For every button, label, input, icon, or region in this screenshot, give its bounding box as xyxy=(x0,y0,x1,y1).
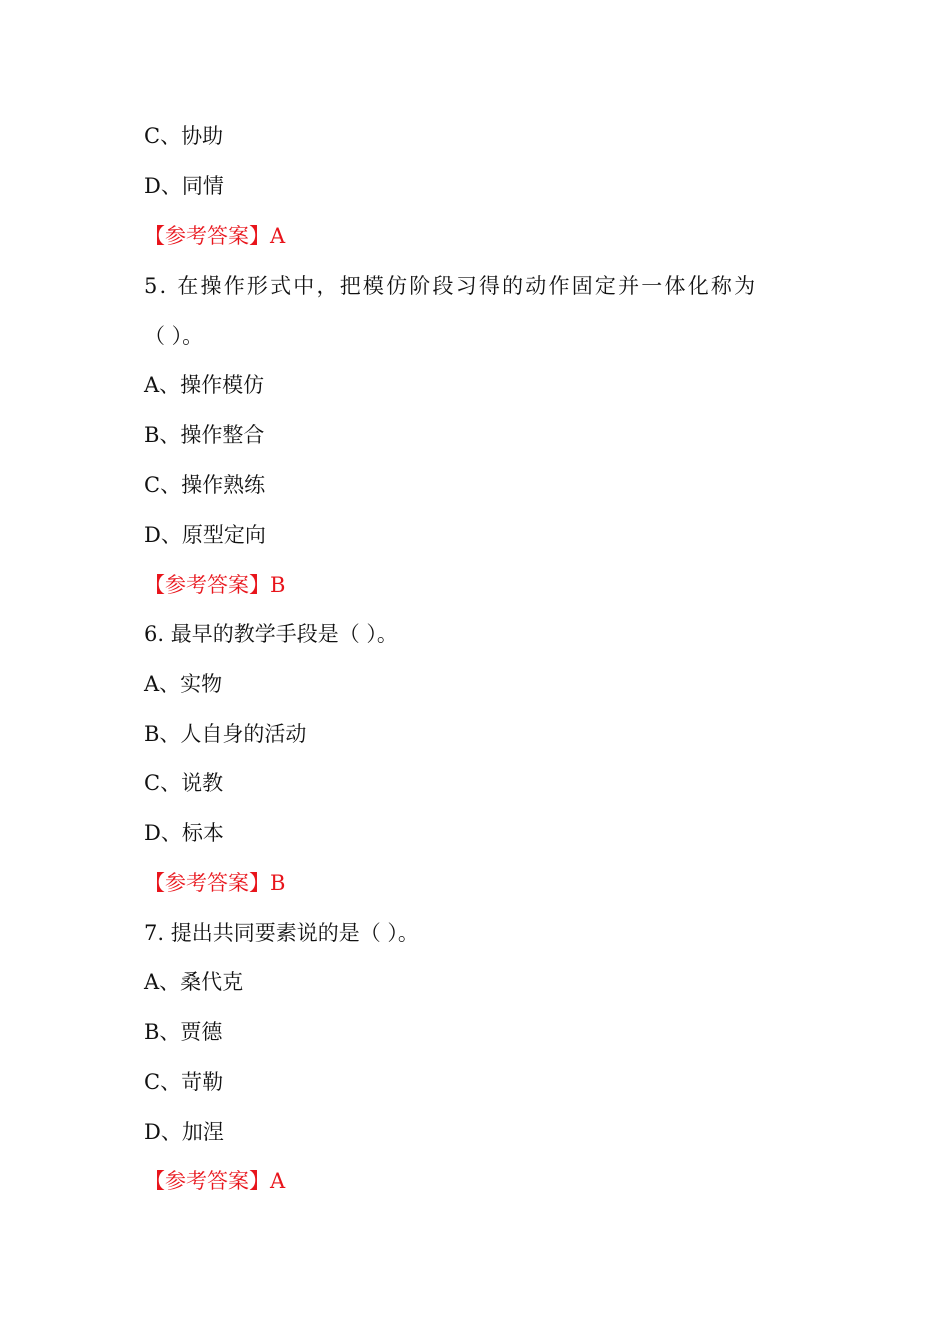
q7-option-c: C、苛勒 xyxy=(144,1070,224,1094)
q5-stem-line2: （ ）。 xyxy=(144,324,204,348)
q7-option-a: A、桑代克 xyxy=(144,970,244,994)
q7-option-b: B、贾德 xyxy=(144,1020,223,1044)
q6-answer: 【参考答案】B xyxy=(144,871,286,895)
q5-option-a: A、操作模仿 xyxy=(144,373,265,397)
q6-option-c: C、说教 xyxy=(144,771,224,795)
q5-option-b: B、操作整合 xyxy=(144,423,265,447)
q7-stem: 7. 提出共同要素说的是（ ）。 xyxy=(144,921,419,945)
q5-option-c: C、操作熟练 xyxy=(144,473,266,497)
q5-option-d: D、原型定向 xyxy=(144,523,266,547)
q4-option-d: D、同情 xyxy=(144,174,224,198)
q4-option-c: C、协助 xyxy=(144,124,224,148)
q6-option-b: B、人自身的活动 xyxy=(144,722,307,746)
q7-option-d: D、加涅 xyxy=(144,1120,224,1144)
q6-option-a: A、实物 xyxy=(144,672,223,696)
q6-option-d: D、标本 xyxy=(144,821,224,845)
q5-answer: 【参考答案】B xyxy=(144,573,286,597)
q5-stem-line1: 5. 在操作形式中，把模仿阶段习得的动作固定并一体化称为 xyxy=(144,274,758,298)
q7-answer: 【参考答案】A xyxy=(144,1169,286,1193)
q6-stem: 6. 最早的教学手段是（ ）。 xyxy=(144,622,398,646)
q4-answer: 【参考答案】A xyxy=(144,224,286,248)
